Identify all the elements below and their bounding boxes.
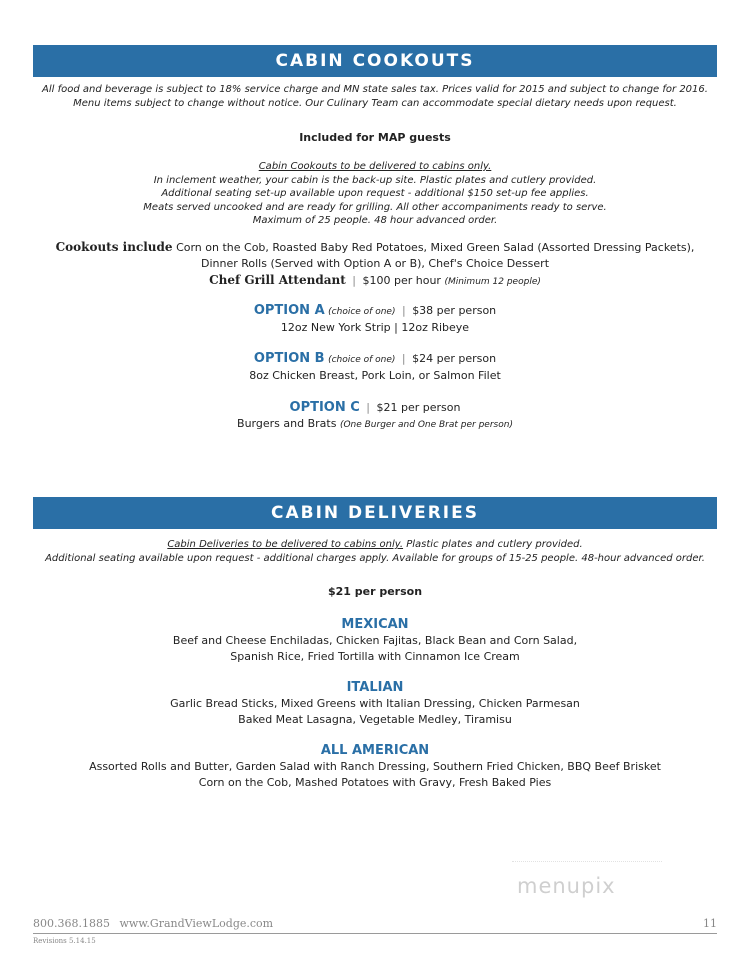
attendant-label: Chef Grill Attendant xyxy=(209,273,346,287)
all-american-line-2: Corn on the Cob, Mashed Potatoes with Gravy, Fresh Baked Pies xyxy=(198,776,552,789)
footer-contact xyxy=(33,917,273,930)
all-american-line-1: Assorted Rolls and Butter, Garden Salad with Ranch Dressing, Southern Fried Chicken, BBQ Beef Brisket xyxy=(89,760,661,773)
option-a xyxy=(0,303,750,336)
option-c-separator: | xyxy=(366,401,371,414)
italian-line-2: Baked Meat Lasagna, Vegetable Medley, Tiramisu xyxy=(238,713,512,726)
cookouts-delivery-note: Cabin Cookouts to be delivered to cabins only. xyxy=(258,161,492,172)
cookouts-title: CABIN COOKOUTS xyxy=(275,51,475,71)
cookouts-note-2: In inclement weather, your cabin is the back-up site. Plastic plates and cutlery provided. xyxy=(153,174,597,186)
mexican-line-1: Beef and Cheese Enchiladas, Chicken Fajitas, Black Bean and Corn Salad, xyxy=(172,634,578,647)
option-c-items: Burgers and Brats xyxy=(237,417,337,430)
option-b-price: $24 per person xyxy=(412,352,497,365)
option-b-label: OPTION B xyxy=(253,351,325,366)
option-a-label: OPTION A xyxy=(253,303,325,318)
cookouts-note-5: Maximum of 25 people. 48 hour advanced order. xyxy=(252,215,498,226)
option-b-note: (choice of one) xyxy=(328,355,396,365)
footer-website[interactable]: www.GrandViewLodge.com xyxy=(119,917,274,930)
footer-phone: 800.368.1885 xyxy=(33,917,110,930)
cookouts-include-line-1 xyxy=(0,239,750,256)
option-b-separator: | xyxy=(401,352,406,365)
option-a-header xyxy=(0,303,750,320)
option-c xyxy=(0,400,750,433)
mexican-line-2: Spanish Rice, Fried Tortilla with Cinnamon Ice Cream xyxy=(230,650,520,663)
option-a-items: 12oz New York Strip | 12oz Ribeye xyxy=(280,321,470,334)
option-a-separator: | xyxy=(401,304,406,317)
deliveries-notes xyxy=(0,538,750,565)
watermark-divider xyxy=(512,861,662,863)
italian-section xyxy=(0,679,750,728)
attendant-price: $100 per hour xyxy=(362,274,441,287)
cookouts-include-text-1: Corn on the Cob, Roasted Baby Red Potatoes, Mixed Green Salad (Assorted Dressing Packets), xyxy=(176,241,695,254)
cookouts-disclaimer xyxy=(0,83,750,110)
italian-title: ITALIAN xyxy=(346,680,404,695)
option-a-note: (choice of one) xyxy=(328,307,396,317)
option-b-header xyxy=(0,351,750,368)
deliveries-note-1 xyxy=(0,538,750,552)
option-c-label: OPTION C xyxy=(289,400,360,415)
all-american-title: ALL AMERICAN xyxy=(320,743,430,758)
cookouts-note-3: Additional seating set-up available upon request - additional $150 set-up fee applies. xyxy=(161,188,589,199)
option-c-header xyxy=(0,400,750,416)
disclaimer-line-2: Menu items subject to change without notice. Our Culinary Team can accommodate special dietary needs upon request. xyxy=(73,97,677,109)
footer-rule xyxy=(33,933,717,934)
deliveries-note-2: Additional seating available upon request - additional charges apply. Available for groups of 15-25 people. 48-hour advanced order. xyxy=(45,552,705,564)
option-c-items-line xyxy=(0,416,750,433)
deliveries-delivery-note: Cabin Deliveries to be delivered to cabins only. xyxy=(167,539,404,550)
cookouts-include-line-2: Dinner Rolls (Served with Option A or B), Chef's Choice Dessert xyxy=(200,257,550,270)
deliveries-banner xyxy=(33,497,717,529)
included-map-guests: Included for MAP guests xyxy=(299,131,451,144)
attendant-separator: | xyxy=(352,274,356,287)
deliveries-title: CABIN DELIVERIES xyxy=(271,503,479,523)
footer-revisions: Revisions 5.14.15 xyxy=(33,937,96,945)
cookouts-note-4: Meats served uncooked and are ready for grilling. All other accompaniments ready to serve. xyxy=(143,201,607,213)
disclaimer-line-1: All food and beverage is subject to 18% service charge and MN state sales tax. Prices valid for 2015 and subject to change for 2016. xyxy=(42,84,708,95)
option-c-price: $21 per person xyxy=(376,401,461,414)
footer-page-number: 11 xyxy=(703,917,717,930)
option-b-items: 8oz Chicken Breast, Pork Loin, or Salmon Filet xyxy=(249,369,501,382)
cookouts-notes xyxy=(0,160,750,228)
option-b xyxy=(0,351,750,384)
italian-line-1: Garlic Bread Sticks, Mixed Greens with Italian Dressing, Chicken Parmesan xyxy=(170,697,580,710)
menupix-watermark: menupix xyxy=(517,874,616,898)
deliveries-price: $21 per person xyxy=(327,585,423,598)
cookouts-banner xyxy=(33,45,717,77)
option-c-items-note: (One Burger and One Brat per person) xyxy=(339,420,513,430)
option-a-price: $38 per person xyxy=(412,304,497,317)
cookouts-include-label: Cookouts include xyxy=(55,240,173,254)
deliveries-note-1-rest: Plastic plates and cutlery provided. xyxy=(406,539,583,550)
all-american-section xyxy=(0,742,750,791)
chef-grill-attendant xyxy=(0,272,750,290)
attendant-note: (Minimum 12 people) xyxy=(444,277,541,287)
mexican-title: MEXICAN xyxy=(341,617,409,632)
cookouts-include-block xyxy=(0,239,750,290)
mexican-section xyxy=(0,616,750,665)
